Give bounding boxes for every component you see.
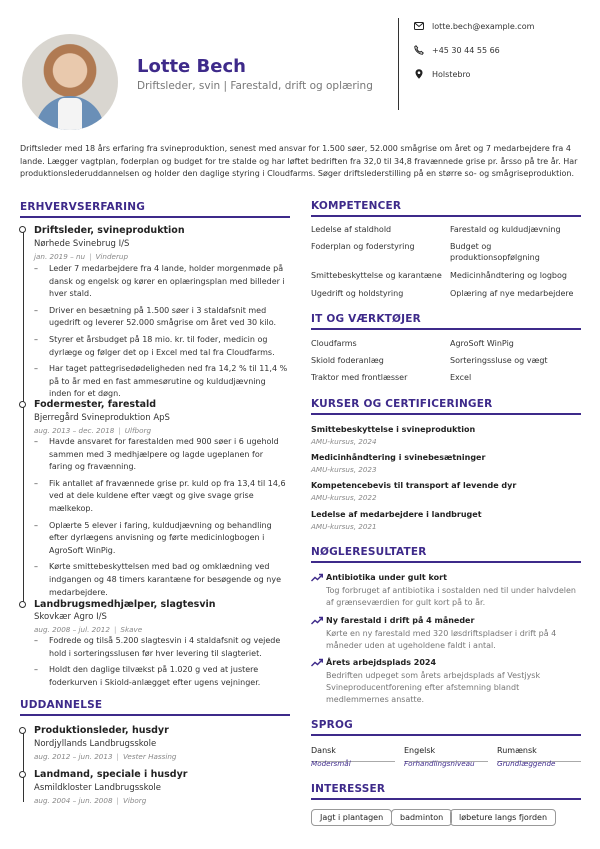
job-location: Skave bbox=[120, 625, 143, 634]
result-description: Tog forbruget af antibiotika i sostalden ned til under halvdelen af grænseværdien for gult kort på to år. bbox=[326, 586, 576, 608]
education-school: Asmildkloster Landbrugsskole bbox=[34, 783, 161, 793]
language-level: Forhandlingsniveau bbox=[404, 759, 475, 768]
skill-item: Foderplan og foderstyring bbox=[311, 242, 415, 251]
job-company: Nørhede Svinebrug I/S bbox=[34, 239, 130, 249]
mail-icon bbox=[414, 21, 424, 31]
trend-up-icon bbox=[311, 616, 323, 625]
section-rule bbox=[20, 714, 290, 716]
resume-header bbox=[0, 0, 600, 135]
list-item: – Driver en besætning på 1.500 søer i 3 staldafsnit med ugedrift og leverer 52.000 smågrise om året ved 30 kilo. bbox=[34, 305, 288, 330]
timeline-dot bbox=[19, 771, 26, 778]
candidate-name: Lotte Bech bbox=[137, 56, 246, 77]
section-rule bbox=[311, 413, 581, 415]
section-rule bbox=[20, 216, 290, 218]
interest-tag: Jagt i plantagen bbox=[311, 809, 392, 826]
education-location: Viborg bbox=[122, 796, 147, 805]
section-title-languages: SPROG bbox=[311, 719, 353, 731]
section-title-experience: ERHVERVSERFARING bbox=[20, 201, 146, 213]
interest-tag: løbeture langs fjorden bbox=[450, 809, 556, 826]
section-rule bbox=[311, 561, 581, 563]
course-meta: AMU-kursus, 2021 bbox=[311, 522, 377, 531]
it-item: Traktor med frontlæsser bbox=[311, 373, 408, 382]
job-dates: aug. 2008 – jul. 2012 bbox=[34, 625, 110, 634]
timeline-dot bbox=[19, 226, 26, 233]
skill-item: Medicinhåndtering og logbog bbox=[450, 271, 567, 280]
job-location: Ulfborg bbox=[124, 426, 152, 435]
job-title: Driftsleder, svineproduktion bbox=[34, 225, 185, 236]
skill-item: Farestald og kuldudjævning bbox=[450, 225, 561, 234]
education-location: Vester Hassing bbox=[122, 752, 177, 761]
timeline-dot bbox=[19, 601, 26, 608]
it-grid bbox=[311, 338, 581, 384]
job-bullets bbox=[34, 263, 288, 405]
job-dates: jan. 2019 – nu bbox=[34, 252, 86, 261]
contact-location-text: Holstebro bbox=[432, 69, 471, 79]
profile-summary: Driftsleder med 18 års erfaring fra svineproduktion, senest med ansvar for 1.500 søer, 52.000 smågrise om året og 7 medarbejdere fra 4 lande. Lægger vagtplan, foderplan og budget for tre stalde og har løftet bedriften fra 32,0 til 34,8 fravænnede grise pr. årsso på tre år. Har produktionslederuddannelsen og holder den daglige styring i Cloudfarms. Søger driftslederstilling på en større so- og smågriseproduktion. bbox=[20, 144, 578, 179]
experience-timeline bbox=[23, 232, 24, 604]
skill-item: Ledelse af staldhold bbox=[311, 225, 392, 234]
section-title-courses: KURSER OG CERTIFICERINGER bbox=[311, 398, 493, 410]
result-title: Antibiotika under gult kort bbox=[326, 573, 447, 582]
education-meta: aug. 2012 – jun. 2013 | Vester Hassing bbox=[34, 752, 177, 761]
section-title-results: NØGLERESULTATER bbox=[311, 546, 427, 558]
job-title: Landbrugsmedhjælper, slagtesvin bbox=[34, 599, 216, 610]
course-meta: AMU-kursus, 2023 bbox=[311, 465, 377, 474]
timeline-dot bbox=[19, 401, 26, 408]
skill-item: Oplæring af nye medarbejdere bbox=[450, 289, 574, 298]
contact-location bbox=[414, 69, 470, 79]
list-item: – Oplærte 5 elever i faring, kuldudjævning og behandling efter dyrlægens anvisning og førte medicinlogbogen i AgroSoft WinPig. bbox=[34, 520, 288, 558]
list-item: – Leder 7 medarbejdere fra 4 lande, holder morgenmøde på dansk og engelsk og kører en oplæringsplan med billeder i hver stald. bbox=[34, 263, 288, 301]
language-level: Modersmål bbox=[311, 759, 351, 768]
list-item: – Holdt den daglige tilvækst på 1.020 g ved at justere foderkurven i Skiold-anlægget efter ugens vejninger. bbox=[34, 664, 288, 689]
course-meta: AMU-kursus, 2022 bbox=[311, 493, 377, 502]
list-item: – Havde ansvaret for farestalden med 900 søer i 6 ugehold sammen med 3 medhjælpere og lagde ugeplanen for faring og fravænning. bbox=[34, 436, 288, 474]
language-name: Dansk bbox=[311, 746, 336, 755]
interest-tag: badminton bbox=[391, 809, 452, 826]
list-item: – Fodrede og tilså 5.200 slagtesvin i 4 staldafsnit og vejede hold i sorteringsslusen før hver levering til slagteriet. bbox=[34, 635, 288, 660]
job-meta: aug. 2008 – jul. 2012 | Skave bbox=[34, 625, 143, 634]
language-name: Engelsk bbox=[404, 746, 436, 755]
course-title: Medicinhåndtering i svinebesætninger bbox=[311, 453, 486, 462]
job-company: Bjerregård Svineproduktion ApS bbox=[34, 413, 170, 423]
skill-item: Ugedrift og holdstyring bbox=[311, 289, 404, 298]
section-title-interests: INTERESSER bbox=[311, 783, 386, 795]
location-icon bbox=[414, 69, 424, 79]
section-rule bbox=[311, 734, 581, 736]
skills-grid bbox=[311, 224, 581, 300]
skill-item: Budget og produktionsopfølgning bbox=[450, 242, 540, 262]
list-item: – Fik antallet af fravænnede grise pr. kuld op fra 13,4 til 14,6 ved at dele kuldene efter vægt og give svage grise mælkekop. bbox=[34, 478, 288, 516]
job-meta: jan. 2019 – nu | Vinderup bbox=[34, 252, 129, 261]
education-title: Produktionsleder, husdyr bbox=[34, 725, 169, 736]
education-school: Nordjyllands Landbrugsskole bbox=[34, 739, 157, 749]
list-item: – Har taget pattegrisedødeligheden ned fra 14,2 % til 11,4 % på to år med en fast ammesørutine og kuldudjævning inden for et døgn. bbox=[34, 363, 288, 401]
course-meta: AMU-kursus, 2024 bbox=[311, 437, 377, 446]
phone-icon bbox=[414, 45, 424, 55]
result-title: Årets arbejdsplads 2024 bbox=[326, 658, 437, 667]
result-title: Ny farestald i drift på 4 måneder bbox=[326, 616, 475, 625]
timeline-dot bbox=[19, 727, 26, 734]
avatar-tee bbox=[58, 98, 82, 130]
job-title: Fodermester, farestald bbox=[34, 399, 157, 410]
language-level: Grundlæggende bbox=[497, 759, 556, 768]
header-divider bbox=[398, 18, 399, 110]
it-item: Cloudfarms bbox=[311, 339, 357, 348]
education-timeline bbox=[23, 732, 24, 802]
job-location: Vinderup bbox=[95, 252, 129, 261]
contact-email-text: lotte.bech@example.com bbox=[432, 21, 535, 31]
list-item: – Styrer et årsbudget på 18 mio. kr. til foder, medicin og dyrlæge og følger det op i Excel med tal fra Cloudfarms. bbox=[34, 334, 288, 359]
job-dates: aug. 2013 – dec. 2018 bbox=[34, 426, 115, 435]
candidate-headline: Driftsleder, svin | Farestald, drift og oplæring bbox=[137, 80, 373, 92]
job-bullets bbox=[34, 635, 288, 693]
education-meta: aug. 2004 – jun. 2008 | Viborg bbox=[34, 796, 147, 805]
job-meta: aug. 2013 – dec. 2018 | Ulfborg bbox=[34, 426, 152, 435]
it-item: Skiold foderanlæg bbox=[311, 356, 384, 365]
contact-email[interactable] bbox=[414, 21, 534, 31]
section-title-skills: KOMPETENCER bbox=[311, 200, 402, 212]
job-bullets bbox=[34, 436, 288, 603]
section-title-it: IT OG VÆRKTØJER bbox=[311, 313, 421, 325]
trend-up-icon bbox=[311, 573, 323, 582]
result-description: Kørte en ny farestald med 320 løsdriftspladser i drift på 4 måneder uden at ugeholdene faldt i antal. bbox=[326, 629, 557, 651]
list-item: – Kørte smittebeskyttelsen med bad og omklædning ved indgangen og 48 timers karantæne for besøgende og nye medarbejdere. bbox=[34, 561, 288, 599]
trend-up-icon bbox=[311, 658, 323, 667]
it-item: AgroSoft WinPig bbox=[450, 339, 514, 348]
education-dates: aug. 2012 – jun. 2013 bbox=[34, 752, 113, 761]
section-rule bbox=[311, 798, 581, 800]
result-description: Bedriften udpeget som årets arbejdsplads af Vestjysk Svineproducentforening efter afstemning blandt medlemmernes ansatte. bbox=[326, 671, 541, 705]
education-title: Landmand, speciale i husdyr bbox=[34, 769, 188, 780]
contact-phone-text: +45 30 44 55 66 bbox=[432, 45, 500, 55]
job-company: Skovkær Agro I/S bbox=[34, 612, 107, 622]
section-title-education: UDDANNELSE bbox=[20, 699, 103, 711]
skill-item: Smittebeskyttelse og karantæne bbox=[311, 271, 442, 280]
education-dates: aug. 2004 – jun. 2008 bbox=[34, 796, 113, 805]
course-title: Smittebeskyttelse i svineproduktion bbox=[311, 425, 476, 434]
contact-phone[interactable] bbox=[414, 45, 500, 55]
course-title: Kompetencebevis til transport af levende dyr bbox=[311, 481, 517, 490]
it-item: Excel bbox=[450, 373, 472, 382]
section-rule bbox=[311, 215, 581, 217]
it-item: Sorteringssluse og vægt bbox=[450, 356, 548, 365]
avatar bbox=[22, 34, 118, 130]
section-rule bbox=[311, 328, 581, 330]
language-name: Rumænsk bbox=[497, 746, 537, 755]
course-title: Ledelse af medarbejdere i landbruget bbox=[311, 510, 482, 519]
